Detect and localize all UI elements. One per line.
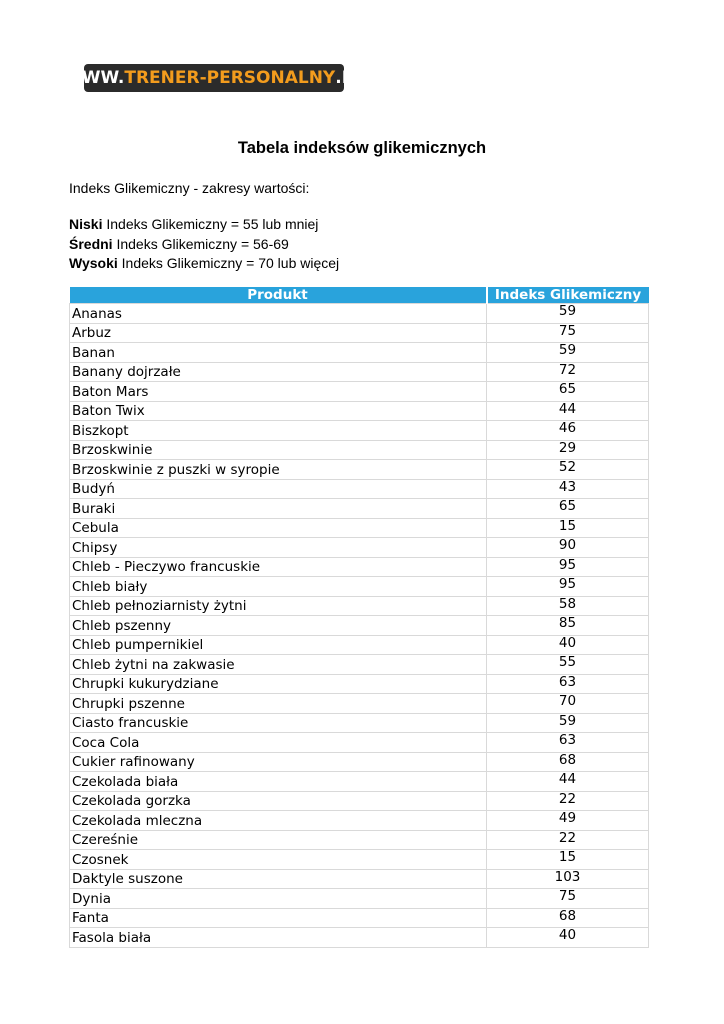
gi-value-cell: 43 [487, 479, 649, 499]
gi-value-cell: 75 [487, 889, 649, 909]
product-name-cell: Brzoskwinie z puszki w syropie [70, 460, 487, 480]
table-row [70, 518, 649, 538]
table-row [70, 928, 649, 948]
product-name-cell: Chrupki kukurydziane [70, 674, 487, 694]
table-row [70, 830, 649, 850]
glycemic-index-table [69, 287, 649, 948]
table-row [70, 382, 649, 402]
product-name-cell: Fanta [70, 908, 487, 928]
product-name-cell: Brzoskwinie [70, 440, 487, 460]
table-row [70, 772, 649, 792]
product-name-cell: Chleb - Pieczywo francuskie [70, 557, 487, 577]
product-name-cell: Cukier rafinowany [70, 752, 487, 772]
gi-value-cell: 68 [487, 752, 649, 772]
gi-value-cell: 68 [487, 908, 649, 928]
gi-value-cell: 29 [487, 440, 649, 460]
product-name-cell: Czekolada gorzka [70, 791, 487, 811]
gi-value-cell: 95 [487, 557, 649, 577]
gi-value-cell: 72 [487, 362, 649, 382]
product-name-cell: Banany dojrzałe [70, 362, 487, 382]
table-row [70, 479, 649, 499]
table-row [70, 323, 649, 343]
table-row [70, 557, 649, 577]
gi-value-cell: 40 [487, 928, 649, 948]
table-row [70, 362, 649, 382]
table-row [70, 674, 649, 694]
gi-value-cell: 22 [487, 830, 649, 850]
logo-part-tld: .PL [335, 68, 365, 88]
gi-value-cell: 59 [487, 713, 649, 733]
gi-value-cell: 103 [487, 869, 649, 889]
table-row [70, 538, 649, 558]
table-row [70, 791, 649, 811]
table-row [70, 460, 649, 480]
gi-value-cell: 55 [487, 655, 649, 675]
gi-value-cell: 70 [487, 694, 649, 714]
range-medium [69, 235, 339, 255]
page-title: Tabela indeksów glikemicznych [237, 139, 487, 157]
gi-value-cell: 63 [487, 733, 649, 753]
table-row [70, 596, 649, 616]
gi-value-cell: 59 [487, 343, 649, 363]
product-name-cell: Buraki [70, 499, 487, 519]
product-name-cell: Ciasto francuskie [70, 713, 487, 733]
table-row [70, 869, 649, 889]
table-row [70, 499, 649, 519]
product-name-cell: Chrupki pszenne [70, 694, 487, 714]
gi-value-cell: 85 [487, 616, 649, 636]
gi-value-cell: 65 [487, 499, 649, 519]
gi-value-cell: 46 [487, 421, 649, 441]
table-row [70, 401, 649, 421]
intro-text: Indeks Glikemiczny - zakresy wartości: [69, 180, 310, 196]
product-name-cell: Czekolada biała [70, 772, 487, 792]
product-name-cell: Chleb pszenny [70, 616, 487, 636]
product-name-cell: Chleb biały [70, 577, 487, 597]
product-name-cell: Czereśnie [70, 830, 487, 850]
table-row [70, 655, 649, 675]
product-name-cell: Chleb pełnoziarnisty żytni [70, 596, 487, 616]
table-row [70, 440, 649, 460]
product-name-cell: Ananas [70, 304, 487, 324]
gi-value-cell: 22 [487, 791, 649, 811]
range-low [69, 215, 339, 235]
table-row [70, 811, 649, 831]
product-name-cell: Baton Mars [70, 382, 487, 402]
gi-value-cell: 44 [487, 772, 649, 792]
table-row [70, 908, 649, 928]
table-row [70, 713, 649, 733]
column-header-product: Produkt [70, 287, 487, 304]
range-text: Indeks Glikemiczny = 55 lub mniej [106, 216, 319, 232]
gi-value-cell: 52 [487, 460, 649, 480]
range-label: Niski [69, 216, 103, 232]
gi-value-cell: 75 [487, 323, 649, 343]
range-high [69, 254, 339, 274]
gi-value-cell: 63 [487, 674, 649, 694]
gi-value-cell: 95 [487, 577, 649, 597]
gi-value-cell: 44 [487, 401, 649, 421]
range-text: Indeks Glikemiczny = 70 lub więcej [121, 255, 340, 271]
product-name-cell: Banan [70, 343, 487, 363]
table-row [70, 635, 649, 655]
table-row [70, 850, 649, 870]
table-row [70, 752, 649, 772]
product-name-cell: Cebula [70, 518, 487, 538]
product-name-cell: Fasola biała [70, 928, 487, 948]
table-header-row [70, 287, 649, 304]
product-name-cell: Biszkopt [70, 421, 487, 441]
table-row [70, 343, 649, 363]
table-row [70, 616, 649, 636]
gi-ranges [69, 215, 339, 274]
column-header-gi: Indeks Glikemiczny [487, 287, 649, 304]
product-name-cell: Czekolada mleczna [70, 811, 487, 831]
product-name-cell: Chipsy [70, 538, 487, 558]
gi-value-cell: 58 [487, 596, 649, 616]
table-row [70, 733, 649, 753]
table-body [70, 304, 649, 948]
product-name-cell: Baton Twix [70, 401, 487, 421]
product-name-cell: Czosnek [70, 850, 487, 870]
gi-value-cell: 15 [487, 518, 649, 538]
product-name-cell: Budyń [70, 479, 487, 499]
table-row [70, 889, 649, 909]
product-name-cell: Chleb żytni na zakwasie [70, 655, 487, 675]
gi-value-cell: 90 [487, 538, 649, 558]
logo-part-name: TRENER-PERSONALNY [124, 68, 336, 88]
product-name-cell: Coca Cola [70, 733, 487, 753]
table-row [70, 694, 649, 714]
logo-part-www: WWW. [63, 68, 125, 88]
gi-value-cell: 15 [487, 850, 649, 870]
site-logo [63, 64, 365, 92]
product-name-cell: Daktyle suszone [70, 869, 487, 889]
range-text: Indeks Glikemiczny = 56-69 [116, 235, 289, 252]
gi-value-cell: 49 [487, 811, 649, 831]
gi-value-cell: 59 [487, 304, 649, 324]
table-row [70, 304, 649, 324]
table-row [70, 577, 649, 597]
table-row [70, 421, 649, 441]
gi-value-cell: 65 [487, 382, 649, 402]
product-name-cell: Dynia [70, 889, 487, 909]
range-label: Wysoki [69, 255, 118, 271]
product-name-cell: Chleb pumpernikiel [70, 635, 487, 655]
product-name-cell: Arbuz [70, 323, 487, 343]
range-label: Średni [69, 235, 113, 252]
gi-value-cell: 40 [487, 635, 649, 655]
